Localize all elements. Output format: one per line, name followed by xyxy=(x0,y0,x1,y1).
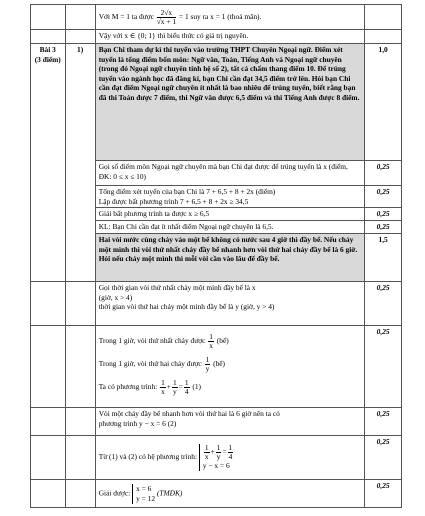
part1-label: 1) xyxy=(65,44,95,282)
fraction: $\frac{1}{y}$ xyxy=(205,355,210,374)
p1-step4: KL: Bạn Chi cần đạt ít nhất điểm Ngoại ngữ chuyên là 6,5. xyxy=(95,221,365,234)
intro-line-2: Vậy với x ∈ {0; 1} thì biểu thức có giá trị nguyên. xyxy=(95,30,365,44)
p1-step1: Gọi số điểm môn Ngoại ngữ chuyên mà bạn Chi đạt được để trúng tuyển là x (điểm, ĐK: 0 ≤ x ≤ 10) xyxy=(95,161,365,186)
p2-step4: Từ (1) và (2) có hệ phương trình: $\frac{1}{x}$ + $\frac{1}{y}$ = $\frac{1}{4}$ y − x = 6 xyxy=(95,436,365,480)
equation-system: x = 6 y = 12 xyxy=(132,484,155,504)
p1-step1-score: 0,25 xyxy=(365,161,402,186)
bai3-cell xyxy=(31,44,66,282)
p2-step5: Giải được: x = 6 y = 12 (TMĐK) xyxy=(95,480,365,508)
part2-score: 1,5 xyxy=(365,234,402,282)
p2-step3-score: 0,25 xyxy=(365,408,402,436)
p2-step5-score: 0,25 xyxy=(365,480,402,508)
p1-step2-score: 0,25 xyxy=(365,186,402,208)
equation-system: $\frac{1}{x}$ + $\frac{1}{y}$ = $\frac{1}{4}$ y − x = 6 xyxy=(199,444,234,471)
fraction: $\frac{2√x}{√x + 1}$ xyxy=(156,7,177,26)
p2-step4-score: 0,25 xyxy=(365,436,402,480)
grading-table xyxy=(30,4,402,508)
p2-step2: Trong 1 giờ, vòi thứ nhất chảy được $\frac{1}{x}$ (bể) Trong 1 giờ, vòi thứ hai chảy được $\frac{1}{y}$ (bể) Ta có phương trình: $\frac{1}{x}$ + $\frac{1}{y}$ = $\frac{1}{4}$ (1) xyxy=(95,326,365,408)
fraction: $\frac{1}{x}$ xyxy=(209,332,213,351)
p1-step3-score: 0,25 xyxy=(365,208,402,221)
p2-step2-score: 0,25 xyxy=(365,326,402,408)
table-row xyxy=(31,436,402,480)
p2-step1-score: 0,25 xyxy=(365,282,402,326)
bai3-label: Bài 3 xyxy=(39,45,56,54)
table-row xyxy=(31,408,402,436)
part1-problem: Bạn Chi tham dự kì thi tuyển vào trường THPT Chuyên Ngoại ngữ. Điểm xét tuyển là tổng điểm bốn môn: Ngữ văn, Toán, Tiếng Anh và Ngoại ngữ chuyên (trong đó Ngoại ngữ chuyên tính hệ số 2), tất cả chấm thang điểm 10. Để trúng tuyển vào ngành học đã đăng kí, bạn Chi cần đạt 34,5 điểm trở lên. Hỏi bạn Chi cần đạt điểm Ngoại ngữ chuyên ít nhất là bao nhiêu để trúng tuyển, biết rằng bạn đã thi Toán được 7 điểm, thi Ngữ văn được 6,5 điểm và thi Tiếng Anh được 8 điểm. xyxy=(95,44,365,161)
part1-score: 1,0 xyxy=(365,44,402,161)
table-row xyxy=(31,282,402,326)
p1-step2: Tổng điểm xét tuyển của bạn Chi là 7 + 6,5 + 8 + 2x (điểm) Lập được bất phương trình 7 + 6,5 + 8 + 2x ≥ 34,5 xyxy=(95,186,365,208)
part2-problem: Hai vòi nước cùng chảy vào một bể không có nước sau 4 giờ thì đầy bể. Nếu chảy một mình thì vòi thứ nhất chảy đầy bể nhanh hơn vòi thứ hai chảy đầy bể là 6 giờ. Hỏi nếu chảy một mình thì mỗi vòi cần vào lâu để đầy bể. xyxy=(95,234,365,282)
bai3-points: (3 điểm) xyxy=(34,54,61,64)
p1-step3: Giải bất phương trình ta được x ≥ 6,5 xyxy=(95,208,365,221)
table-row xyxy=(31,5,402,30)
intro-line-1: Với M = 1 ta được $\frac{2√x}{√x + 1}$ = 1 suy ra x = 1 (thoả mãn). xyxy=(95,5,365,30)
p2-step3: Vòi một chảy đầy bể nhanh hơn vòi thứ hai là 6 giờ nên ta có phương trình y − x = 6 (2) xyxy=(95,408,365,436)
table-row xyxy=(31,30,402,44)
p2-step1: Gọi thời gian vòi thứ nhất chảy một mình đầy bể là x (giờ, x > 4) thời gian vòi thứ hai chảy một mình đầy bể là y (giờ, y > 4) xyxy=(95,282,365,326)
table-row xyxy=(31,44,402,161)
p1-step4-score: 0,25 xyxy=(365,221,402,234)
table-row xyxy=(31,480,402,508)
table-row xyxy=(31,326,402,408)
